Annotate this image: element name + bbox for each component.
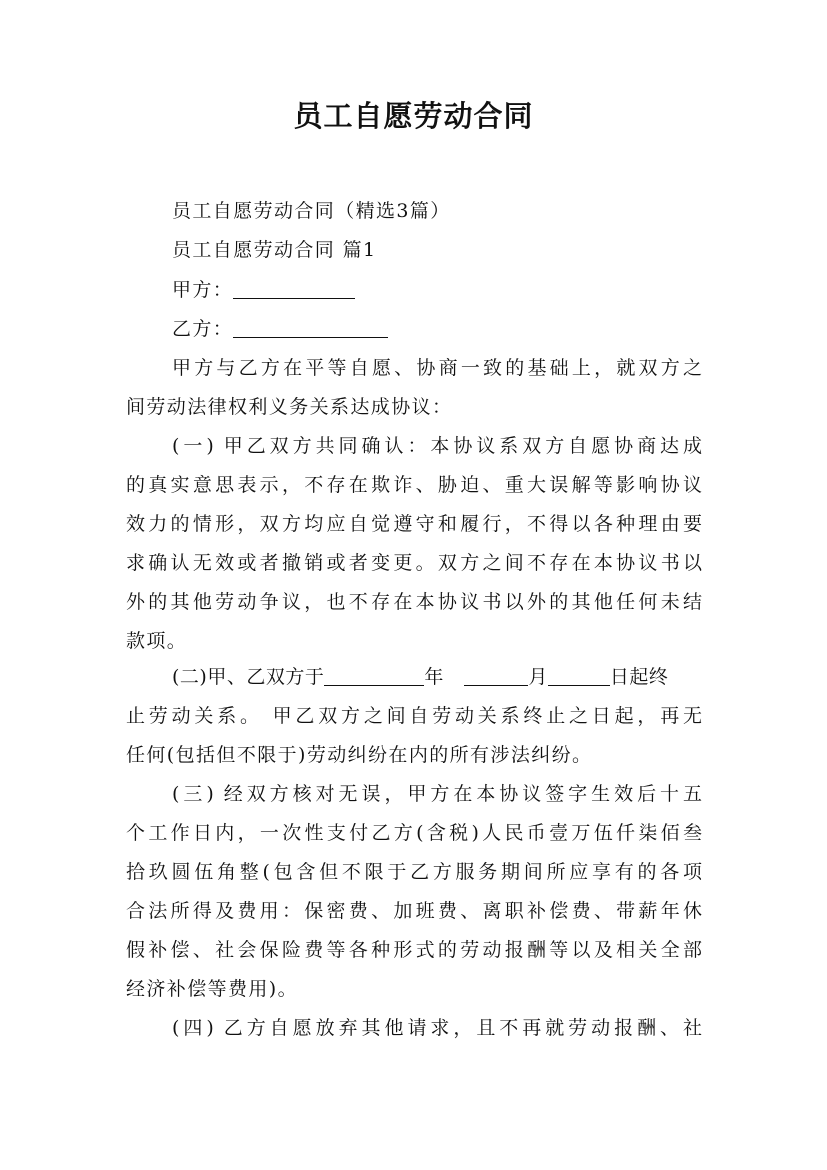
party-a-label: 甲方： <box>172 279 234 301</box>
party-a-blank <box>233 297 355 299</box>
paragraph-line: 甲方与乙方在平等自愿、协商一致的基础上，就双方之 <box>172 357 702 379</box>
paragraph-line: 拾玖圆伍角整(包含但不限于乙方服务期间所应享有的各项 <box>126 861 702 883</box>
date-fill-line <box>172 665 702 689</box>
paragraph-line: 经济补偿等费用)。 <box>126 978 299 1000</box>
paragraph-line: (四) 乙方自愿放弃其他请求，且不再就劳动报酬、社 <box>172 1017 702 1039</box>
subtitle-line: 员工自愿劳动合同（精选3篇） <box>172 200 451 222</box>
party-b-line <box>172 317 702 341</box>
paragraph-line: 假补偿、社会保险费等各种形式的劳动报酬等以及相关全部 <box>126 939 702 961</box>
paragraph-line: 外的其他劳动争议，也不存在本协议书以外的其他任何未结 <box>126 591 702 613</box>
paragraph-line: (一) 甲乙双方共同确认：本协议系双方自愿协商达成 <box>172 435 702 457</box>
paragraph-line: 的真实意思表示，不存在欺诈、胁迫、重大误解等影响协议 <box>126 474 702 496</box>
month-blank <box>464 684 528 686</box>
year-blank <box>324 684 424 686</box>
party-b-label: 乙方： <box>172 318 234 340</box>
section-heading-line: 员工自愿劳动合同 篇1 <box>172 239 377 261</box>
paragraph-line: 合法所得及费用：保密费、加班费、离职补偿费、带薪年休 <box>126 900 702 922</box>
paragraph-line: 间劳动法律权利义务关系达成协议： <box>126 396 453 418</box>
day-label: 日起终 <box>609 666 669 688</box>
paragraph-line: 效力的情形，双方均应自觉遵守和履行，不得以各种理由要 <box>126 513 702 535</box>
paragraph-line: (三) 经双方核对无误，甲方在本协议签字生效后十五 <box>172 783 702 805</box>
paragraph-line: 款项。 <box>126 630 188 652</box>
paragraph-line: 求确认无效或者撤销或者变更。双方之间不存在本协议书以 <box>126 552 702 574</box>
day-blank <box>548 684 610 686</box>
document-title: 员工自愿劳动合同 <box>293 99 534 133</box>
month-label: 月 <box>528 666 548 688</box>
paragraph-line: 任何(包括但不限于)劳动纠纷在内的所有涉法纠纷。 <box>126 744 593 766</box>
paragraph-line: 止劳动关系。 甲乙双方之间自劳动关系终止之日起，再无 <box>126 705 702 727</box>
year-label: 年 <box>424 666 444 688</box>
party-a-line <box>172 278 702 302</box>
date-fill-prefix: (二)甲、乙双方于 <box>172 666 325 688</box>
party-b-blank <box>233 336 388 338</box>
paragraph-line: 个工作日内，一次性支付乙方(含税)人民币壹万伍仟柒佰叁 <box>126 822 702 844</box>
